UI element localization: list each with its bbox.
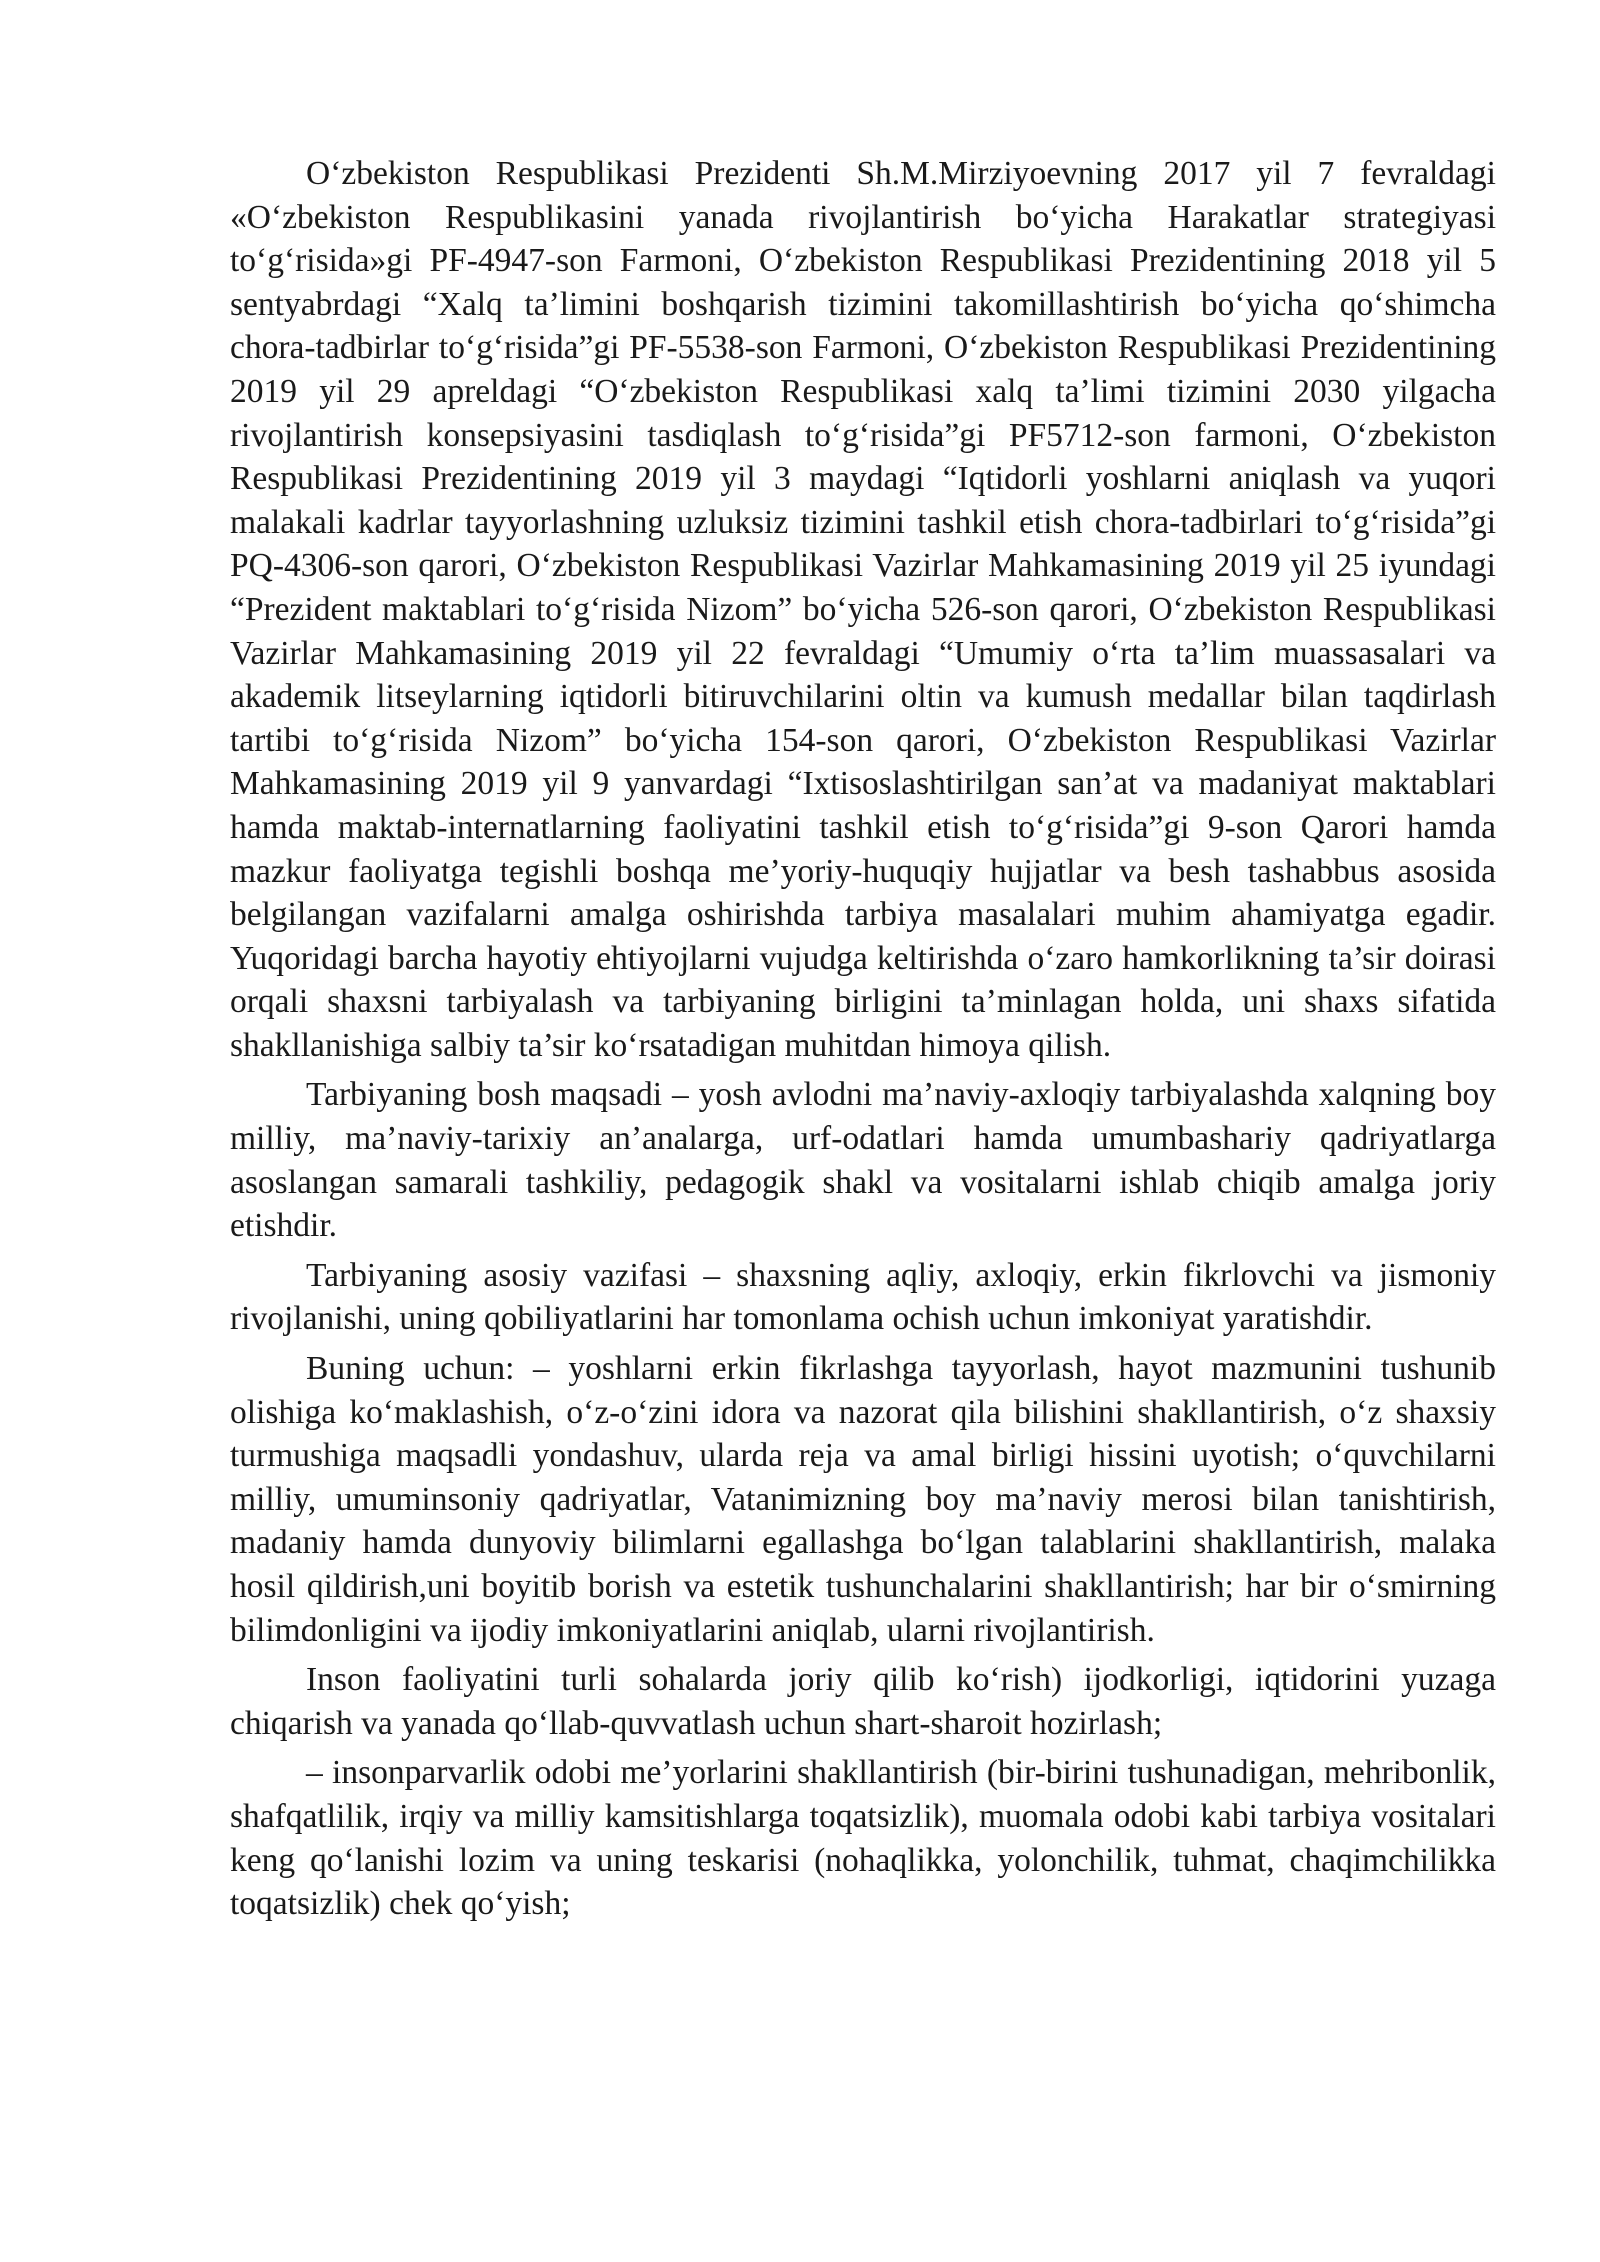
- paragraph-main-goal: Tarbiyaning bosh maqsadi – yosh avlodni ma’naviy-axloqiy tarbiyalashda xalqning boy milliy, ma’naviy-tarixiy an’analarga, urf-odatlari hamda umumbashariy qadriyatlarga asoslangan samarali tashkiliy, pedagogik shakl va vositalarni ishlab chiqib amalga joriy etishdir.: [230, 1076, 1496, 1245]
- paragraph-for-this: Buning uchun: – yoshlarni erkin fikrlashga tayyorlash, hayot mazmunini tushunib olishiga ko‘maklashish, o‘z-o‘zini idora va nazorat qila bilishini shakllantirish, o‘z shaxsiy turmushiga maqsadli yondashuv, ularda reja va amal birligi hissini uyotish; o‘quvchilarni milliy, umuminsoniy qadriyatlar, Vatanimizning boy ma’naviy merosi bilan tanishtirish, madaniy hamda dunyoviy bilimlarni egallashga bo‘lgan talablarini shakllantirish, malaka hosil qildirish,uni boyitib borish va estetik tushunchalarini shakllantirish; har bir o‘smirning bilimdonligini va ijodiy imkoniyatlarini aniqlab, ularni rivojlantirish.: [230, 1350, 1496, 1649]
- paragraph-humanity-norms: – insonparvarlik odobi me’yorlarini shakllantirish (bir-birini tushunadigan, mehribonlik, shafqatlilik, irqiy va milliy kamsitishlarga toqatsizlik), muomala odobi kabi tarbiya vositalari keng qo‘lanishi lozim va uning teskarisi (nohaqlikka, yolonchilik, tuhmat, chaqimchilikka toqatsizlik) chek qo‘yish;: [230, 1754, 1496, 1923]
- paragraph-legal-basis: O‘zbekiston Respublikasi Prezidenti Sh.M.Mirziyoevning 2017 yil 7 fevraldagi «O‘zbekiston Respublikasini yanada rivojlantirish bo‘yicha Harakatlar strategiyasi to‘g‘risida»gi PF-4947-son Farmoni, O‘zbekiston Respublikasi Prezidentining 2018 yil 5 sentyabrdagi “Xalq ta’limini boshqarish tizimini takomillashtirish bo‘yicha qo‘shimcha chora-tadbirlar to‘g‘risida”gi PF-5538-son Farmoni, O‘zbekiston Respublikasi Prezidentining 2019 yil 29 apreldagi “O‘zbekiston Respublikasi xalq ta’limi tizimini 2030 yilgacha rivojlantirish konsepsiyasini tasdiqlash to‘g‘risida”gi PF5712-son farmoni, O‘zbekiston Respublikasi Prezidentining 2019 yil 3 maydagi “Iqtidorli yoshlarni aniqlash va yuqori malakali kadrlar tayyorlashning uzluksiz tizimini tashkil etish chora-tadbirlari to‘g‘risida”gi PQ-4306-son qarori, O‘zbekiston Respublikasi Vazirlar Mahkamasining 2019 yil 25 iyundagi “Prezident maktablari to‘g‘risida Nizom” bo‘yicha 526-son qarori, O‘zbekiston Respublikasi Vazirlar Mahkamasining 2019 yil 22 fevraldagi “Umumiy o‘rta ta’lim muassasalari va akademik litseylarning iqtidorli bitiruvchilarini oltin va kumush medallar bilan taqdirlash tartibi to‘g‘risida Nizom” bo‘yicha 154-son qarori, O‘zbekiston Respublikasi Vazirlar Mahkamasining 2019 yil 9 yanvardagi “Ixtisoslashtirilgan san’at va madaniyat maktablari hamda maktab-internatlarning faoliyatini tashkil etish to‘g‘risida”gi 9-son Qarori hamda mazkur faoliyatga tegishli boshqa me’yoriy-huquqiy hujjatlar va besh tashabbus asosida belgilangan vazifalarni amalga oshirishda tarbiya masalalari muhim ahamiyatga egadir. Yuqoridagi barcha hayotiy ehtiyojlarni vujudga keltirishda o‘zaro hamkorlikning ta’sir doirasi orqali shaxsni tarbiyalash va tarbiyaning birligini ta’minlagan holda, uni shaxs sifatida shakllanishiga salbiy ta’sir ko‘rsatadigan muhitdan himoya qilish.: [230, 155, 1496, 1064]
- document-page: [230, 152, 1496, 1926]
- paragraph-human-activity: Inson faoliyatini turli sohalarda joriy qilib ko‘rish) ijodkorligi, iqtidorini yuzaga chiqarish va yanada qo‘llab-quvvatlash uchun shart-sharoit hozirlash;: [230, 1661, 1496, 1742]
- paragraph-main-task: Tarbiyaning asosiy vazifasi – shaxsning aqliy, axloqiy, erkin fikrlovchi va jismoniy rivojlanishi, uning qobiliyatlarini har tomonlama ochish uchun imkoniyat yaratishdir.: [230, 1256, 1496, 1338]
